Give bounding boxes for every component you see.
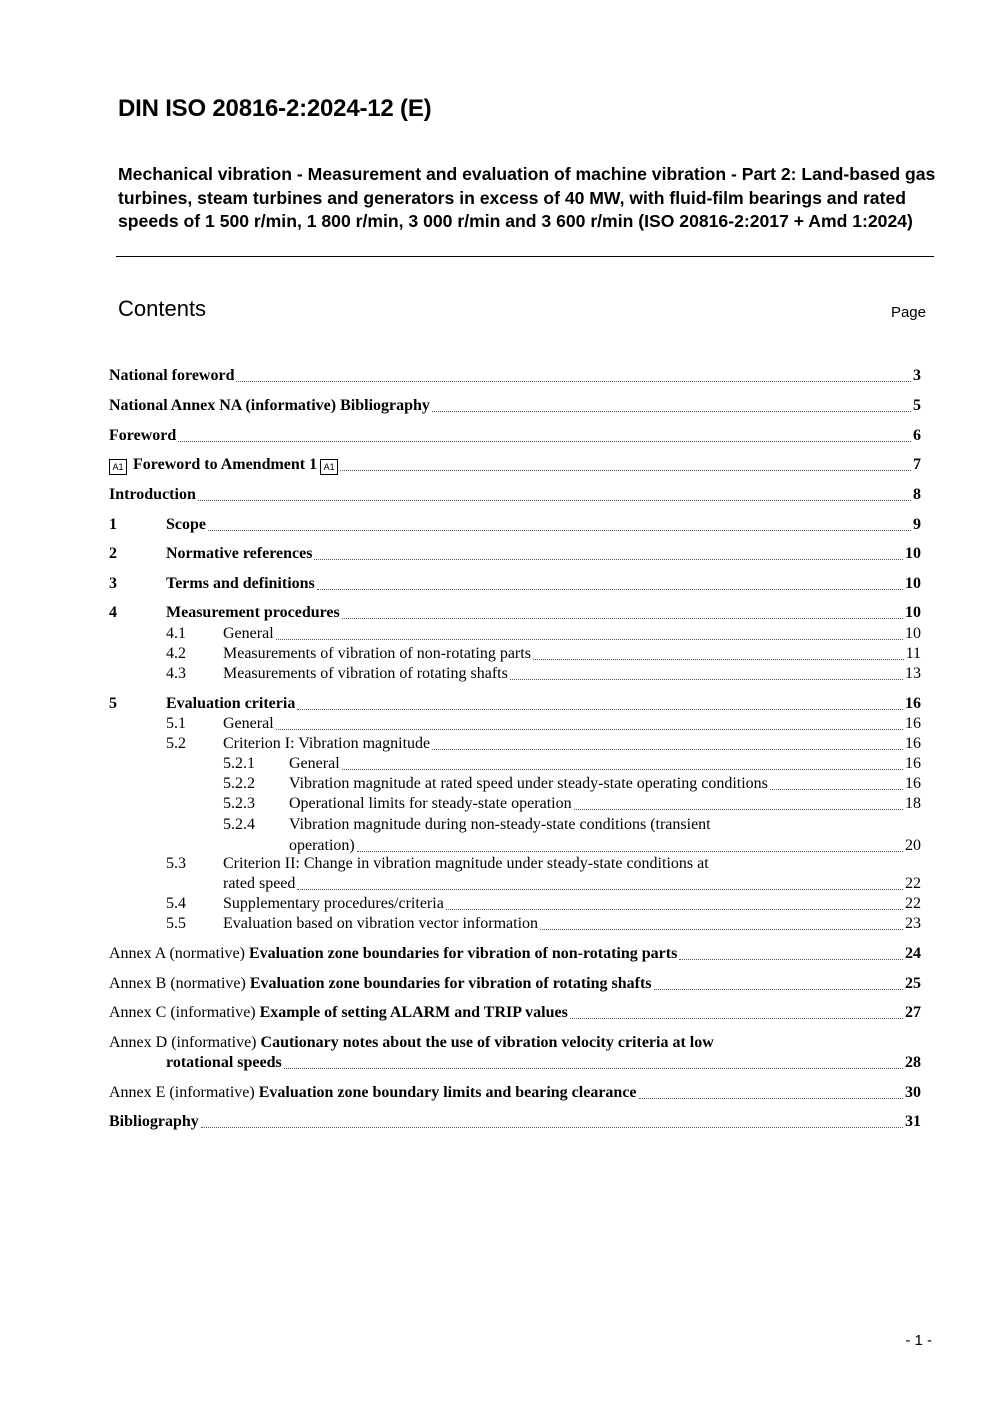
dot-leader xyxy=(340,470,911,471)
dot-leader xyxy=(276,729,903,730)
document-id: DIN ISO 20816-2:2024-12 (E) xyxy=(118,95,432,122)
dot-leader xyxy=(201,1127,903,1128)
toc-entry-4-2[interactable] xyxy=(166,644,921,664)
toc-section-number: 5.2.1 xyxy=(223,755,255,772)
toc-entry-text: General xyxy=(223,625,274,642)
toc-page-number: 16 xyxy=(905,735,921,752)
toc-entry-text: Measurement procedures xyxy=(166,604,340,621)
toc-entry-4-3[interactable] xyxy=(166,664,921,684)
toc-page-number: 16 xyxy=(905,755,921,772)
toc-entry-text xyxy=(109,1003,568,1023)
dot-leader xyxy=(342,769,903,770)
toc-entry-text: Operational limits for steady-state operation xyxy=(289,795,572,812)
annex-title: Evaluation zone boundaries for vibration of rotating shafts xyxy=(249,975,652,992)
dot-leader xyxy=(540,929,903,930)
page-column-heading: Page xyxy=(890,304,926,321)
dot-leader xyxy=(533,659,904,660)
dot-leader xyxy=(639,1098,903,1099)
toc-entry-annex-b[interactable] xyxy=(109,974,921,994)
toc-section-number: 5 xyxy=(109,695,117,712)
footer-page-number: - 1 - xyxy=(905,1332,932,1349)
annex-title: Example of setting ALARM and TRIP values xyxy=(259,1004,568,1021)
toc-section-number: 5.2 xyxy=(166,735,186,752)
toc-page-number: 5 xyxy=(913,397,921,414)
toc-page-number: 28 xyxy=(905,1054,921,1071)
dot-leader xyxy=(314,559,903,560)
toc-page-number: 20 xyxy=(905,837,921,854)
toc-entry-text: Evaluation criteria xyxy=(166,695,296,712)
toc-entry-text: Introduction xyxy=(109,486,196,503)
toc-entry-annex-e[interactable] xyxy=(109,1083,921,1103)
toc-section-number: 4.1 xyxy=(166,625,186,642)
toc-page-number: 27 xyxy=(905,1004,921,1021)
annex-prefix: Annex A (normative) xyxy=(109,945,249,962)
toc-page-number: 3 xyxy=(913,367,921,384)
dot-leader xyxy=(574,809,903,810)
toc-page-number: 10 xyxy=(905,575,921,592)
toc-section-number: 3 xyxy=(109,575,117,592)
toc-section-number: 5.3 xyxy=(166,855,186,872)
toc-entry-foreword-amendment-1[interactable] xyxy=(109,455,921,475)
toc-entry-text: rated speed xyxy=(223,875,296,892)
toc-section-number: 5.5 xyxy=(166,915,186,932)
dot-leader xyxy=(432,411,911,412)
dot-leader xyxy=(679,959,903,960)
toc-entry-text xyxy=(109,1083,637,1103)
toc-entry-5-4[interactable] xyxy=(166,894,921,914)
toc-page-number: 22 xyxy=(905,895,921,912)
dot-leader xyxy=(236,381,911,382)
toc-section-number: 4 xyxy=(109,604,117,621)
annex-prefix: Annex C (informative) xyxy=(109,1004,260,1021)
toc-section-number: 5.4 xyxy=(166,895,186,912)
toc-entry-scope[interactable] xyxy=(109,515,921,535)
toc-entry-text: Scope xyxy=(166,516,206,533)
dot-leader xyxy=(297,709,903,710)
toc-section-number: 4.2 xyxy=(166,645,186,662)
dot-leader xyxy=(297,889,903,890)
toc-entry-text: Measurements of vibration of non-rotating parts xyxy=(223,645,531,662)
dot-leader xyxy=(276,639,903,640)
toc-entry-text: Foreword to Amendment 1 xyxy=(133,456,318,473)
dot-leader xyxy=(178,441,911,442)
title-divider xyxy=(116,256,934,257)
toc-page-number: 30 xyxy=(905,1084,921,1101)
toc-entry-text: Foreword xyxy=(109,427,177,444)
toc-page-number: 8 xyxy=(913,486,921,503)
toc-section-number: 5.2.4 xyxy=(223,816,255,833)
annex-prefix: Annex B (normative) xyxy=(109,975,250,992)
toc-entry-annex-c[interactable] xyxy=(109,1003,921,1023)
toc-page-number: 13 xyxy=(905,665,921,682)
toc-page-number: 18 xyxy=(905,795,921,812)
toc-section-number: 5.2.2 xyxy=(223,775,255,792)
toc-entry-bibliography[interactable] xyxy=(109,1112,921,1132)
toc-entry-measurement-procedures[interactable] xyxy=(109,603,921,623)
toc-entry-5-2-3[interactable] xyxy=(223,794,921,814)
dot-leader xyxy=(654,989,903,990)
toc-page-number: 31 xyxy=(905,1113,921,1130)
annex-prefix: Annex E (informative) xyxy=(109,1084,259,1101)
toc-entry-5-5[interactable] xyxy=(166,914,921,934)
toc-page-number: 16 xyxy=(905,715,921,732)
toc-entry-text: rotational speeds xyxy=(166,1054,282,1071)
annex-title: Evaluation zone boundaries for vibration of non-rotating parts xyxy=(248,945,678,962)
toc-page-number: 9 xyxy=(913,516,921,533)
toc-entry-national-annex-na[interactable] xyxy=(109,396,921,416)
toc-entry-text: Bibliography xyxy=(109,1113,199,1130)
toc-entry-annex-d-line1[interactable] xyxy=(109,1033,714,1053)
toc-entry-text: General xyxy=(289,755,340,772)
toc-entry-introduction[interactable] xyxy=(109,485,921,505)
toc-entry-text: Vibration magnitude during non-steady-state conditions (transient xyxy=(289,816,711,833)
toc-section-number: 5.1 xyxy=(166,715,186,732)
toc-page-number: 10 xyxy=(905,545,921,562)
dot-leader xyxy=(284,1068,903,1069)
dot-leader xyxy=(510,679,903,680)
toc-entry-text xyxy=(109,974,652,994)
toc-page-number: 11 xyxy=(905,645,921,662)
toc-section-number: 1 xyxy=(109,516,117,533)
toc-entry-text: Criterion II: Change in vibration magnitude under steady-state conditions at xyxy=(223,855,709,872)
dot-leader xyxy=(342,618,903,619)
toc-entry-text: Criterion I: Vibration magnitude xyxy=(223,735,431,752)
toc-entry-text: Measurements of vibration of rotating shafts xyxy=(223,665,508,682)
toc-page-number: 16 xyxy=(905,695,921,712)
toc-entry-5-1-general[interactable] xyxy=(166,714,921,734)
toc-page-number: 22 xyxy=(905,875,921,892)
toc-entry-national-foreword[interactable] xyxy=(109,366,921,386)
amendment-end-marker-icon: A1 xyxy=(320,459,338,475)
toc-entry-text: National Annex NA (informative) Bibliography xyxy=(109,397,430,414)
toc-entry-4-1-general[interactable] xyxy=(166,624,921,644)
dot-leader xyxy=(317,589,903,590)
dot-leader xyxy=(432,749,903,750)
amendment-start-marker-icon: A1 xyxy=(109,459,127,475)
toc-entry-5-2-4-line1[interactable] xyxy=(223,815,711,835)
toc-entry-5-2[interactable] xyxy=(166,734,921,754)
document-title: Mechanical vibration - Measurement and evaluation of machine vibration - Part 2: Land-based gas turbines, steam turbines and generators in excess of 40 MW, with fluid-film bearings and rated speeds of 1 500 r/min, 1 800 r/min, 3 000 r/min and 3 600 r/min (ISO 20816-2:2017 + Amd 1:2024) xyxy=(118,164,936,231)
toc-entry-5-3-line1[interactable] xyxy=(166,854,709,874)
toc-page-number: 10 xyxy=(905,604,921,621)
toc-entry-evaluation-criteria[interactable] xyxy=(109,694,921,714)
toc-page-number: 25 xyxy=(905,975,921,992)
toc-entry-text: Evaluation based on vibration vector information xyxy=(223,915,539,932)
dot-leader xyxy=(446,909,903,910)
dot-leader xyxy=(357,851,903,852)
dot-leader xyxy=(208,530,911,531)
toc-entry-normative-references[interactable] xyxy=(109,544,921,564)
toc-entry-text: operation) xyxy=(289,837,355,854)
toc-page-number: 10 xyxy=(905,625,921,642)
toc-entry-terms-definitions[interactable] xyxy=(109,574,921,594)
toc-entry-5-2-1-general[interactable] xyxy=(223,754,921,774)
toc-entry-text: Terms and definitions xyxy=(166,575,315,592)
toc-entry-foreword[interactable] xyxy=(109,426,921,446)
toc-entry-5-2-2[interactable] xyxy=(223,774,921,794)
toc-entry-5-3-line2[interactable] xyxy=(223,874,921,894)
dot-leader xyxy=(198,500,911,501)
toc-entry-annex-a[interactable] xyxy=(109,944,921,964)
dot-leader xyxy=(770,789,903,790)
toc-page-number: 6 xyxy=(913,427,921,444)
toc-entry-text xyxy=(109,944,677,964)
annex-title: Evaluation zone boundary limits and bearing clearance xyxy=(258,1084,637,1101)
contents-heading: Contents xyxy=(118,296,207,321)
toc-section-number: 5.2.3 xyxy=(223,795,255,812)
annex-prefix: Annex D (informative) xyxy=(109,1034,261,1051)
toc-section-number: 4.3 xyxy=(166,665,186,682)
toc-entry-text: Supplementary procedures/criteria xyxy=(223,895,444,912)
toc-page-number: 24 xyxy=(905,945,921,962)
toc-page-number: 16 xyxy=(905,775,921,792)
toc-entry-text: Normative references xyxy=(166,545,313,562)
toc-entry-text: General xyxy=(223,715,274,732)
dot-leader xyxy=(570,1018,903,1019)
toc-page-number: 23 xyxy=(905,915,921,932)
toc-entry-text: Vibration magnitude at rated speed under steady-state operating conditions xyxy=(289,775,768,792)
annex-title: Cautionary notes about the use of vibration velocity criteria at low xyxy=(260,1034,714,1051)
toc-entry-text: National foreword xyxy=(109,367,235,384)
toc-section-number: 2 xyxy=(109,545,117,562)
toc-entry-annex-d-line2[interactable] xyxy=(166,1053,921,1073)
toc-page-number: 7 xyxy=(913,456,921,473)
toc-entry-5-2-4-line2[interactable] xyxy=(289,836,921,856)
